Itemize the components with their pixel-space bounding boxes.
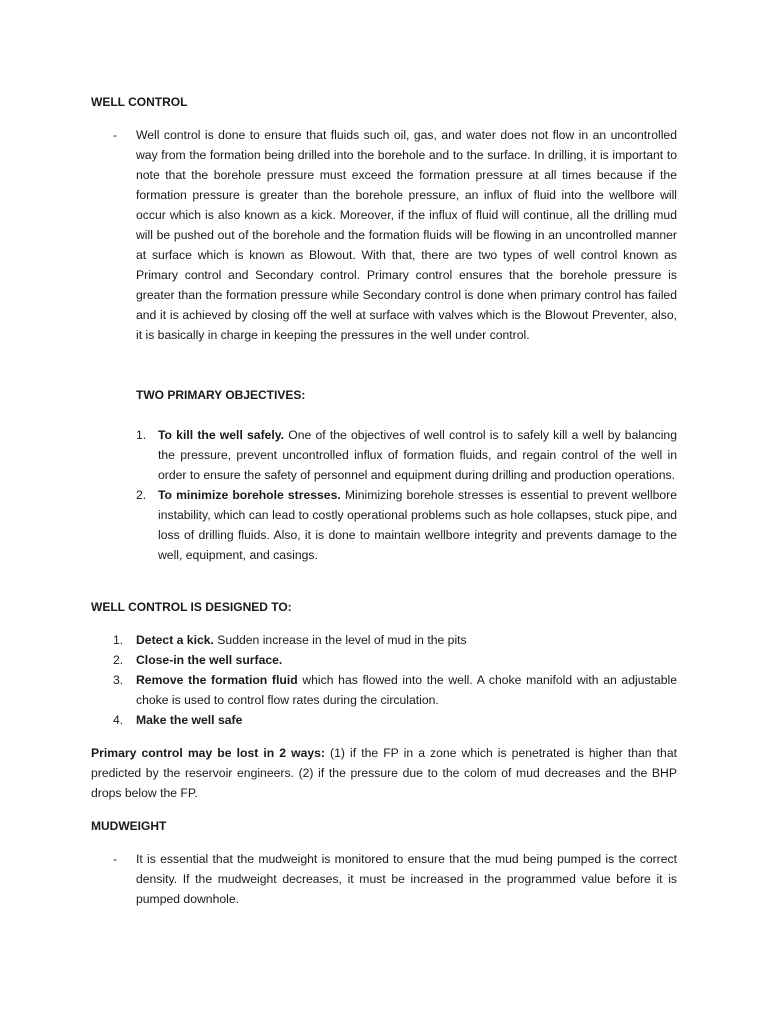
designed-item-4 [113,710,677,730]
dash-marker: - [113,128,118,142]
section-heading-well-control: WELL CONTROL [91,95,188,109]
designed-title: Make the well safe [136,713,243,727]
objective-text: Minimizing borehole stresses is essential to prevent wellbore instability, which can lead to costly operational problems such as hole collapses, stuck pipe, and loss of drilling fluids. Also, it is done to maintain wellbore integrity and prevents damage to the well, equipment, and casings. [158,488,677,562]
list-number: 3. [113,673,124,687]
list-number: 2. [136,488,147,502]
section-heading-designed: WELL CONTROL IS DESIGNED TO: [91,600,292,614]
objective-item-2 [136,485,677,565]
mudweight-paragraph: It is essential that the mudweight is monitored to ensure that the mud being pumped is the correct density. If the mudweight decreases, it must be increased in the programmed value before it is pumped downhole. [136,852,677,906]
primary-control-text: (1) if the FP in a zone which is penetrated is higher than that predicted by the reservoir engineers. (2) if the pressure due to the colom of mud decreases and the BHP drops below the FP. [91,746,677,800]
designed-title: Detect a kick. [136,633,214,647]
objective-title: To kill the well safely. [158,428,285,442]
list-number: 4. [113,713,124,727]
section-heading-objectives: TWO PRIMARY OBJECTIVES: [136,388,306,402]
objective-text: One of the objectives of well control is to safely kill a well by balancing the pressure, prevent uncontrolled influx of formation fluids, and regain control of the well in order to ensure the safety of personnel and equipment during drilling and production operations. [158,428,677,482]
designed-text: which has flowed into the well. A choke manifold with an adjustable choke is used to control flow rates during the circulation. [136,673,677,707]
well-control-bullet [113,125,677,345]
section-heading-mudweight: MUDWEIGHT [91,819,167,833]
designed-text: Sudden increase in the level of mud in the pits [213,633,467,647]
primary-control-lead: Primary control may be lost in 2 ways: [91,746,325,760]
objectives-list [136,425,677,565]
designed-list [113,630,677,730]
objective-item-1 [136,425,677,485]
primary-control-paragraph [91,743,677,803]
designed-title: Remove the formation fluid [136,673,298,687]
dash-marker: - [113,852,118,866]
mudweight-bullet [113,849,677,909]
designed-item-3 [113,670,677,710]
well-control-paragraph: Well control is done to ensure that fluids such oil, gas, and water does not flow in an uncontrolled way from the formation being drilled into the borehole and to the surface. In drilling, it is important to note that the borehole pressure must exceed the formation pressure at all times because if the formation pressure is greater than the borehole pressure, an influx of fluid into the wellbore will occur which is also known as a kick. Moreover, if the influx of fluid will continue, all the drilling mud will be pushed out of the borehole and the formation fluids will be flowing in an uncontrolled manner at surface which is known as Blowout. With that, there are two types of well control known as Primary control and Secondary control. Primary control ensures that the borehole pressure is greater than the formation pressure while Secondary control is done when primary control has failed and it is achieved by closing off the well at surface with valves which is the Blowout Preventer, also, it is basically in charge in keeping the pressures in the well under control. [136,128,677,342]
designed-title: Close-in the well surface. [136,653,283,667]
designed-item-2 [113,650,677,670]
list-number: 2. [113,653,124,667]
designed-item-1 [113,630,677,650]
list-number: 1. [113,633,124,647]
objective-title: To minimize borehole stresses. [158,488,341,502]
list-number: 1. [136,428,147,442]
